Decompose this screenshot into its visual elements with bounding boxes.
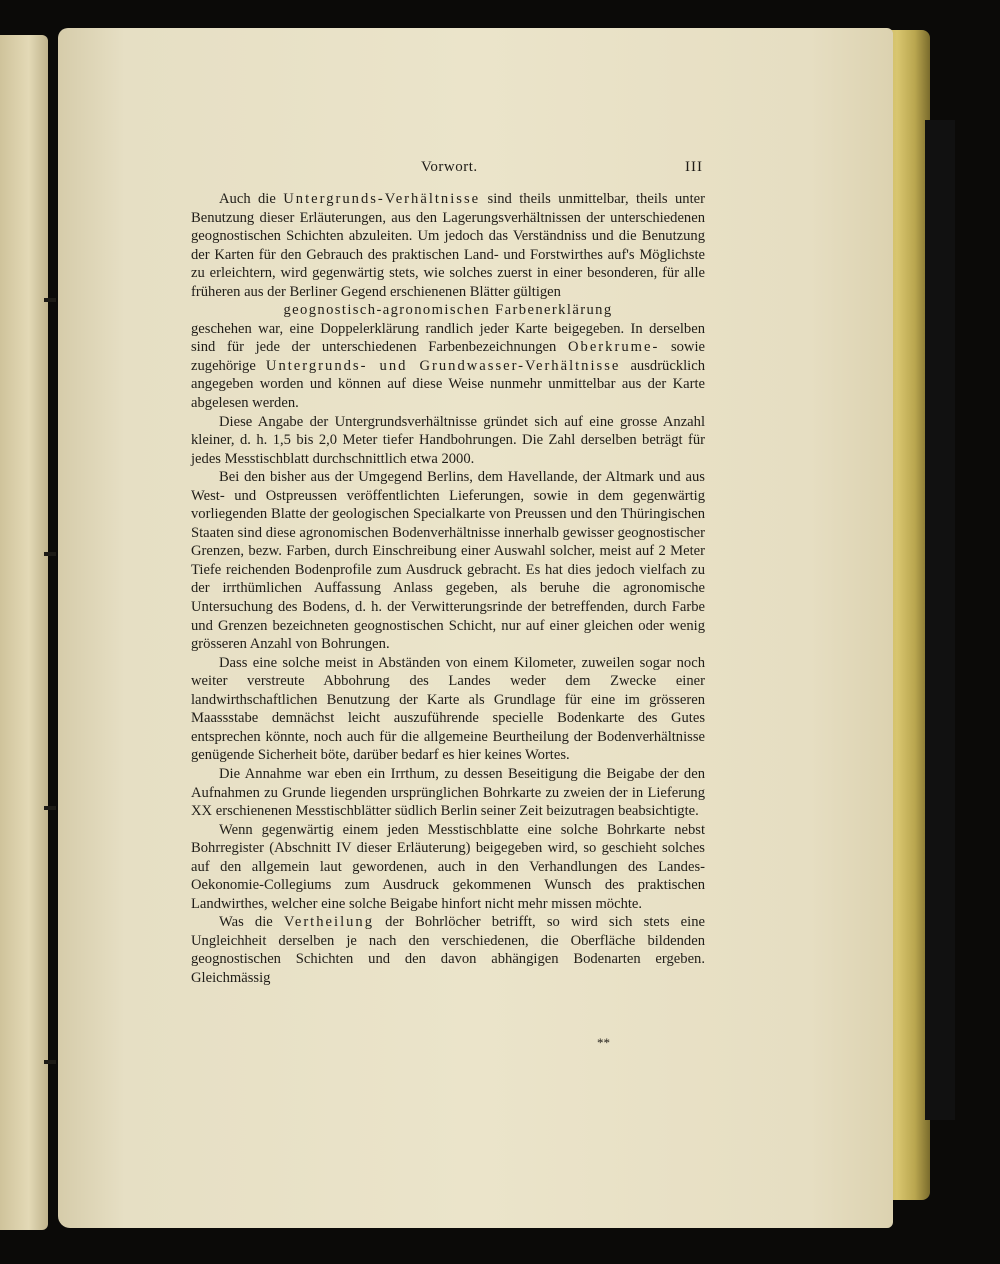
spaced-term: Untergrunds- und Grundwasser-Verhältnisse bbox=[265, 357, 621, 374]
text-run: sind theils unmittelbar, theils unter Benutzung dieser Erläuterungen, aus den Lagerungsverhältnissen der unterschiedenen geognostischen Schichten abzuleiten. Um jedoch das Verständniss und die Benutzung der Karten für den Gebrauch des praktischen Land- und Forstwirthes auf's Möglichste zu erleichtern, wird gegenwärtig stets, wie solches zuerst in einer besonderen, für alle früheren aus der Berliner Gegend erschienenen Blätter gültigen bbox=[191, 191, 705, 300]
spaced-term: Untergrunds-Verhältnisse bbox=[283, 191, 481, 207]
centered-heading: geognostisch-agronomischen Farbenerklärung bbox=[283, 302, 613, 319]
paragraph: Diese Angabe der Untergrundsverhältnisse gründet sich auf eine grosse Anzahl kleiner, d. h. 1,5 bis 2,0 Meter tiefer Handbohrungen. Die Zahl derselben beträgt für jedes Messtischblatt durchschnittlich etwa 2000. bbox=[191, 413, 705, 467]
spaced-term: Oberkrume- bbox=[567, 339, 660, 356]
paragraph bbox=[191, 913, 705, 987]
text-run: der Bohrlöcher betrifft, so wird sich stets eine Ungleichheit derselben je nach den verschiedenen, die Oberfläche bildenden geognostischen Schichten und den davon abhängigen Bodenarten ergeben. Gleichmässig bbox=[191, 914, 705, 986]
paragraph: Wenn gegenwärtig einem jeden Messtischblatte eine solche Bohrkarte nebst Bohrregister (Abschnitt IV dieser Erläuterung) beigegeben wird, so geschieht solches auf den allgemein laut gewordenen, auch in den Verhandlungen des Landes-Oekonomie-Collegiums zum Ausdruck gekommenen Wunsch des praktischen Landwirthes, welcher eine solche Beigabe hinfort nicht mehr missen möchte. bbox=[191, 821, 705, 912]
paragraph: Die Annahme war eben ein Irrthum, zu dessen Beseitigung die Beigabe der den Aufnahmen zu Grunde liegenden ursprünglichen Bohrkarte zu zweien der in Lieferung XX erschienenen Messtischblätter südlich Berlin seiner Zeit beizutragen beabsichtigte. bbox=[191, 765, 705, 820]
binding-thread bbox=[44, 1060, 56, 1064]
signature-mark: ** bbox=[597, 1035, 610, 1050]
text-run: ausdrücklich angegeben worden und können auf diese Weise nunmehr unmittelbar aus der Karte abgelesen werden. bbox=[191, 357, 706, 412]
page-number: III bbox=[685, 159, 703, 175]
left-page-edge bbox=[0, 35, 48, 1230]
binding-thread bbox=[44, 298, 56, 302]
text-run: sowie zugehörige bbox=[191, 339, 705, 374]
paragraph: Bei den bisher aus der Umgegend Berlins, dem Havellande, der Altmark und aus West- und Ostpreussen veröffentlichten Lieferungen, sowie in dem gegenwärtig vorliegenden Blatte der geologischen Specialkarte von Preussen und den Thüringischen Staaten sind diese agronomischen Bodenverhältnisse innerhalb gewisser geognostischer Grenzen, bezw. Farben, durch Einschreibung einer Auswahl solcher, meist auf 2 Meter Tiefe reichenden Bodenprofile zum Ausdruck gebracht. Es hat dies jedoch vielfach zu der irrthümlichen Auffassung Anlass gegeben, als beruhe die agronomische Untersuchung des Bodens, d. h. der Verwitterungsrinde der betreffenden, durch Farbe und Grenzen bezeichneten geognostischen Schicht, nur auf einer gleichen oder wenig grösseren Anzahl von Bohrungen. bbox=[191, 469, 705, 653]
book-cover-edge bbox=[925, 120, 955, 1120]
binding-thread bbox=[44, 806, 56, 810]
text-run: geschehen war, eine Doppelerklärung randlich jeder Karte beigegeben. In derselben sind für jede der unterschiedenen Farbenbezeichnungen bbox=[191, 320, 705, 356]
binding-thread bbox=[44, 552, 56, 556]
text-run: Auch die bbox=[219, 191, 284, 207]
body-text bbox=[191, 190, 705, 988]
spaced-term: Vertheilung bbox=[283, 914, 375, 931]
running-title: Vorwort. bbox=[421, 159, 478, 175]
paragraph bbox=[191, 320, 705, 413]
paragraph bbox=[191, 190, 705, 301]
text-run: Was die bbox=[219, 914, 284, 931]
paragraph: Dass eine solche meist in Abständen von einem Kilometer, zuweilen sogar noch weiter verstreute Abbohrung des Landes weder dem Zwecke einer landwirthschaftlichen Benutzung der Karte als Grundlage für eine im grösseren Maassstabe demnächst leicht auszuführende specielle Bodenkarte des Gutes entsprechen könnte, noch auch für die allgemeine Beurtheilung der Bodenverhältnisse genügende Sicherheit böte, darüber bedarf es hier keines Wortes. bbox=[191, 654, 705, 764]
running-head bbox=[191, 159, 703, 181]
